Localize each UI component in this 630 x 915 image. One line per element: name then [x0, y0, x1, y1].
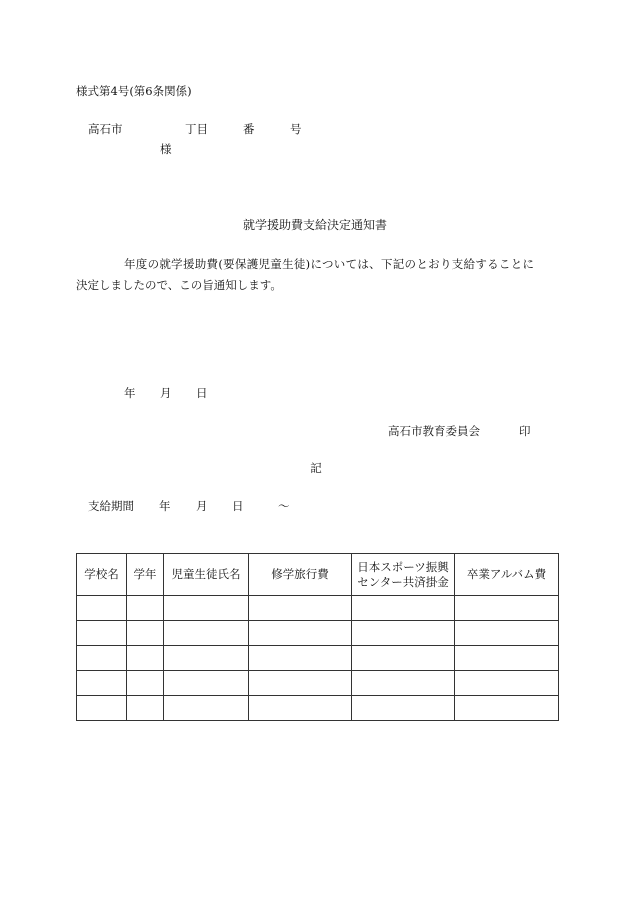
period-tilde: 〜 — [278, 499, 290, 513]
table-cell — [455, 696, 559, 721]
period-year: 年 — [159, 499, 171, 513]
table-cell — [164, 621, 249, 646]
period-month: 月 — [196, 499, 208, 513]
header-sports-center-premium — [352, 554, 455, 596]
table-header-row — [77, 554, 559, 596]
table-row — [77, 621, 559, 646]
date-day: 日 — [196, 386, 208, 400]
allowance-table — [76, 553, 559, 721]
recipient-honorific: 様 — [160, 142, 172, 156]
table-cell — [249, 596, 352, 621]
header-student-name: 児童生徒氏名 — [164, 554, 249, 596]
header-sports-center-line1: 日本スポーツ振興 — [357, 559, 449, 574]
table-cell — [77, 596, 127, 621]
date-year: 年 — [124, 386, 136, 400]
table-cell — [455, 671, 559, 696]
date-month: 月 — [160, 386, 172, 400]
table-cell — [455, 646, 559, 671]
table-cell — [164, 671, 249, 696]
period-label: 支給期間 — [88, 499, 134, 513]
ki-text: 記 — [310, 461, 322, 475]
body-paragraph: 年度の就学援助費(要保護児童生徒)については、下記のとおり支給することに決定しましたので、この旨通知します。 — [76, 257, 534, 292]
table-cell — [77, 621, 127, 646]
document-title: 就学援助費支給決定通知書 — [242, 218, 387, 232]
table-row — [77, 646, 559, 671]
issuer-name: 高石市教育委員会 — [388, 424, 480, 438]
form-number: 様式第4号(第6条関係) — [76, 84, 192, 98]
table-row — [77, 696, 559, 721]
table-cell — [352, 671, 455, 696]
header-school-name: 学校名 — [77, 554, 127, 596]
table-cell — [77, 671, 127, 696]
table-row — [77, 596, 559, 621]
table-cell — [127, 596, 164, 621]
address-go: 号 — [290, 122, 302, 136]
table-cell — [352, 646, 455, 671]
table-cell — [455, 596, 559, 621]
ki-heading — [0, 463, 630, 475]
table-cell — [127, 621, 164, 646]
table-cell — [249, 671, 352, 696]
table-cell — [77, 646, 127, 671]
table-row — [77, 671, 559, 696]
table-cell — [249, 696, 352, 721]
table-cell — [352, 696, 455, 721]
table-cell — [127, 646, 164, 671]
table-cell — [352, 621, 455, 646]
table-cell — [164, 646, 249, 671]
table-cell — [127, 696, 164, 721]
table-cell — [249, 621, 352, 646]
table-cell — [249, 646, 352, 671]
table-cell — [77, 696, 127, 721]
header-graduation-album-fee: 卒業アルバム費 — [455, 554, 559, 596]
address-city: 高石市 — [88, 122, 123, 136]
period-day: 日 — [232, 499, 244, 513]
address-ban: 番 — [243, 122, 255, 136]
table-cell — [164, 696, 249, 721]
header-grade: 学年 — [127, 554, 164, 596]
header-school-trip-fee: 修学旅行費 — [249, 554, 352, 596]
table-cell — [455, 621, 559, 646]
seal-mark: 印 — [519, 424, 531, 438]
table-cell — [164, 596, 249, 621]
header-sports-center-line2: センター共済掛金 — [357, 574, 449, 589]
address-chome: 丁目 — [185, 122, 208, 136]
table-cell — [352, 596, 455, 621]
table-cell — [127, 671, 164, 696]
